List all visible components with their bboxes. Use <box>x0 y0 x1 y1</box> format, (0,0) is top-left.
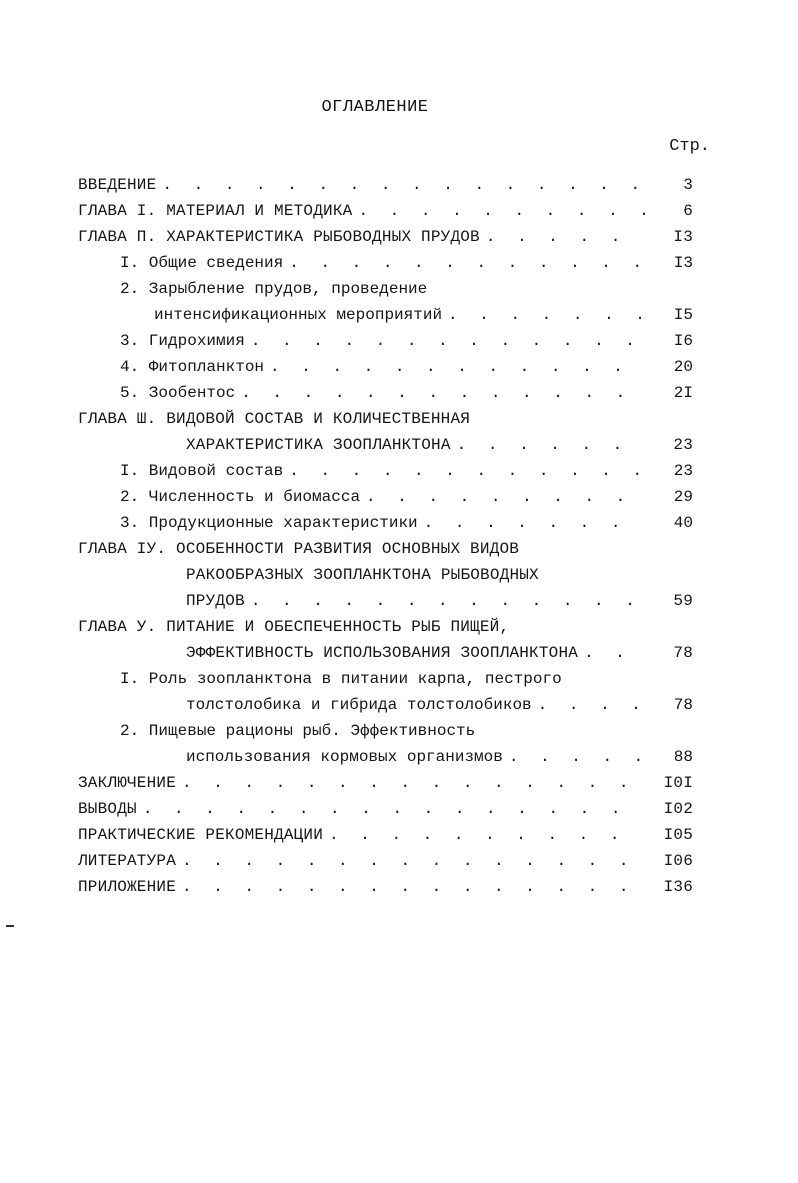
dot-leader <box>448 302 645 328</box>
toc-entry-text: интенсификационных мероприятий <box>154 306 443 324</box>
toc-entry-page: I5 <box>673 306 693 324</box>
dot-leader <box>366 484 645 510</box>
toc-entry-text: ПРАКТИЧЕСКИЕ РЕКОМЕНДАЦИИ <box>78 826 324 844</box>
toc-entry-text: ПРИЛОЖЕНИЕ <box>78 878 177 896</box>
toc-entry-chapter-2[interactable] <box>78 224 693 250</box>
toc-entry-page: I02 <box>663 800 693 818</box>
toc-entry-chapter-5-cont[interactable] <box>78 640 693 666</box>
toc-entry-text: 3. Продукционные характеристики <box>120 514 418 532</box>
toc-entry-conclusion[interactable] <box>78 770 693 796</box>
toc-entry-page: 78 <box>673 644 693 662</box>
dot-leader <box>182 848 645 874</box>
toc-entry-text: I. Видовой состав <box>120 462 284 480</box>
dot-leader <box>509 744 645 770</box>
dot-leader <box>182 874 645 900</box>
toc-entry-text: I. Роль зоопланктона в питании карпа, пестрого <box>120 670 562 688</box>
toc-entry-page: 2I <box>673 384 693 402</box>
toc-entry-text: ГЛАВА I. МАТЕРИАЛ И МЕТОДИКА <box>78 202 353 220</box>
toc-entry-text: использования кормовых организмов <box>186 748 503 766</box>
dot-leader <box>182 770 645 796</box>
toc-entry-page: I36 <box>663 878 693 896</box>
toc-entry-text: ЛИТЕРАТУРА <box>78 852 177 870</box>
toc-entry-text: ГЛАВА Ш. ВИДОВОЙ СОСТАВ И КОЛИЧЕСТВЕННАЯ <box>78 410 471 428</box>
toc-entry-page: I6 <box>673 332 693 350</box>
dot-leader <box>143 796 645 822</box>
table-of-contents <box>78 172 693 900</box>
toc-entry-page: 88 <box>673 748 693 766</box>
toc-entry-2-1[interactable] <box>78 250 693 276</box>
toc-entry-text: ВЫВОДЫ <box>78 800 137 818</box>
dot-leader <box>251 328 645 354</box>
toc-entry-text: 2. Зарыбление прудов, проведение <box>120 280 428 298</box>
toc-entry-3-2[interactable] <box>78 484 693 510</box>
toc-entry-2-2[interactable] <box>78 276 693 302</box>
toc-entry-findings[interactable] <box>78 796 693 822</box>
toc-entry-3-3[interactable] <box>78 510 693 536</box>
toc-entry-5-1-cont[interactable] <box>78 692 693 718</box>
toc-entry-text: 5. Зообентос <box>120 384 236 402</box>
toc-entry-text: I. Общие сведения <box>120 254 284 272</box>
toc-entry-text: 2. Пищевые рационы рыб. Эффективность <box>120 722 476 740</box>
dot-leader <box>289 250 645 276</box>
dot-leader <box>584 640 645 666</box>
toc-entry-page: 3 <box>683 176 693 194</box>
dot-leader <box>241 380 645 406</box>
toc-entry-text: ГЛАВА У. ПИТАНИЕ И ОБЕСПЕЧЕННОСТЬ РЫБ ПИЩЕЙ, <box>78 618 510 636</box>
toc-entry-chapter-3-cont[interactable] <box>78 432 693 458</box>
toc-entry-page: 78 <box>673 696 693 714</box>
page-title: ОГЛАВЛЕНИЕ <box>321 98 429 117</box>
toc-entry-page: 40 <box>673 514 693 532</box>
toc-entry-text: ГЛАВА П. ХАРАКТЕРИСТИКА РЫБОВОДНЫХ ПРУДОВ <box>78 228 480 246</box>
dot-leader <box>289 458 645 484</box>
toc-entry-5-1[interactable] <box>78 666 693 692</box>
toc-entry-text: ПРУДОВ <box>186 592 245 610</box>
toc-entry-2-2-cont[interactable] <box>78 302 693 328</box>
toc-entry-text: ЗАКЛЮЧЕНИЕ <box>78 774 177 792</box>
toc-entry-chapter-5[interactable] <box>78 614 693 640</box>
toc-entry-text: ХАРАКТЕРИСТИКА ЗООПЛАНКТОНА <box>186 436 451 454</box>
toc-entry-recommendations[interactable] <box>78 822 693 848</box>
toc-entry-chapter-4-cont[interactable] <box>78 562 693 588</box>
toc-entry-chapter-4[interactable] <box>78 536 693 562</box>
toc-entry-page: 59 <box>673 592 693 610</box>
toc-entry-text: толстолобика и гибрида толстолобиков <box>186 696 532 714</box>
toc-entry-text: 2. Численность и биомасса <box>120 488 361 506</box>
scan-mark <box>6 925 14 927</box>
toc-entry-2-5[interactable] <box>78 380 693 406</box>
toc-entry-text: РАКООБРАЗНЫХ ЗООПЛАНКТОНА РЫБОВОДНЫХ <box>186 566 539 584</box>
toc-entry-page: I06 <box>663 852 693 870</box>
dot-leader <box>251 588 645 614</box>
toc-entry-2-3[interactable] <box>78 328 693 354</box>
dot-leader <box>162 172 645 198</box>
dot-leader <box>329 822 645 848</box>
toc-entry-text: ВВЕДЕНИЕ <box>78 176 157 194</box>
dot-leader <box>270 354 645 380</box>
toc-entry-page: 29 <box>673 488 693 506</box>
toc-entry-page: 23 <box>673 462 693 480</box>
toc-entry-literature[interactable] <box>78 848 693 874</box>
page-column-label: Стр. <box>669 137 710 156</box>
dot-leader <box>538 692 645 718</box>
toc-entry-page: 23 <box>673 436 693 454</box>
toc-entry-page: I0I <box>663 774 693 792</box>
toc-entry-page: 6 <box>683 202 693 220</box>
toc-entry-chapter-4-cont-2[interactable] <box>78 588 693 614</box>
toc-entry-page: I05 <box>663 826 693 844</box>
dot-leader <box>457 432 645 458</box>
toc-entry-text: ГЛАВА IУ. ОСОБЕННОСТИ РАЗВИТИЯ ОСНОВНЫХ ВИДОВ <box>78 540 520 558</box>
dot-leader <box>486 224 645 250</box>
toc-entry-3-1[interactable] <box>78 458 693 484</box>
toc-entry-page: I3 <box>673 254 693 272</box>
toc-entry-chapter-1[interactable] <box>78 198 693 224</box>
toc-entry-appendix[interactable] <box>78 874 693 900</box>
toc-entry-2-4[interactable] <box>78 354 693 380</box>
toc-entry-introduction[interactable] <box>78 172 693 198</box>
toc-entry-page: I3 <box>673 228 693 246</box>
dot-leader <box>358 198 645 224</box>
toc-entry-text: 3. Гидрохимия <box>120 332 245 350</box>
toc-entry-text: ЭФФЕКТИВНОСТЬ ИСПОЛЬЗОВАНИЯ ЗООПЛАНКТОНА <box>186 644 579 662</box>
toc-entry-chapter-3[interactable] <box>78 406 693 432</box>
toc-entry-5-2[interactable] <box>78 718 693 744</box>
dot-leader <box>424 510 645 536</box>
toc-entry-5-2-cont[interactable] <box>78 744 693 770</box>
toc-entry-text: 4. Фитопланктон <box>120 358 265 376</box>
toc-entry-page: 20 <box>673 358 693 376</box>
